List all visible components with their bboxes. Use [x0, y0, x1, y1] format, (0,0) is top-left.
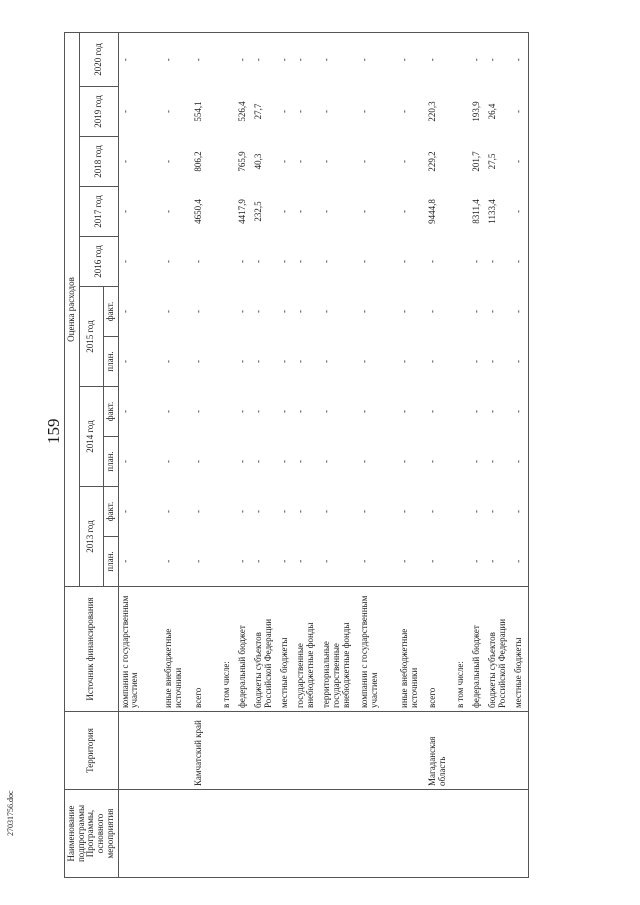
cell-value: -: [399, 260, 410, 263]
cell-value: -: [253, 460, 264, 463]
cell-territory: [236, 712, 252, 790]
cell-value: -: [162, 32, 192, 86]
cell-value: -: [237, 460, 248, 463]
cell-value: -: [295, 360, 306, 363]
cell-source: территориальные государственные внебюджетные фонды: [320, 587, 358, 712]
cell-value: [454, 287, 470, 337]
header-2013: 2013 год: [79, 487, 103, 587]
cell-value: -: [321, 510, 332, 513]
cell-source: всего: [192, 587, 220, 712]
cell-value: -: [359, 460, 370, 463]
cell-value: -: [119, 160, 130, 163]
cell-value: -: [399, 110, 410, 113]
cell-territory: Магаданская область: [426, 712, 454, 790]
cell-value: -: [512, 437, 528, 487]
cell-value: -: [237, 559, 248, 563]
table-row: [236, 32, 252, 877]
expenditure-table-container: [64, 33, 609, 878]
cell-value: 4650,4: [193, 199, 204, 224]
cell-value: -: [295, 410, 306, 413]
cell-value: [220, 32, 236, 86]
table-row: [220, 32, 236, 877]
cell-value: -: [398, 32, 426, 86]
cell-value: -: [279, 460, 290, 463]
cell-value: -: [471, 510, 482, 513]
cell-value: -: [427, 310, 438, 313]
cell-source: иные внебюджетные источники: [162, 587, 192, 712]
cell-value: 40,3: [253, 153, 264, 170]
cell-value: -: [295, 510, 306, 513]
cell-name: [454, 790, 470, 878]
cell-value: -: [279, 210, 290, 213]
cell-value: -: [295, 310, 306, 313]
table-row: [162, 32, 192, 877]
header-2015-plan: план.: [103, 337, 118, 387]
table-row: [278, 32, 294, 877]
cell-territory: [220, 712, 236, 790]
cell-value: -: [193, 260, 204, 263]
cell-value: -: [192, 32, 220, 86]
cell-value: -: [295, 210, 306, 213]
cell-value: -: [321, 110, 332, 113]
header-2018: 2018 год: [79, 137, 118, 187]
cell-value: -: [512, 387, 528, 437]
cell-value: -: [399, 410, 410, 413]
cell-value: -: [471, 360, 482, 363]
cell-value: -: [426, 32, 454, 86]
cell-value: [220, 387, 236, 437]
cell-value: -: [118, 32, 162, 86]
cell-value: -: [359, 110, 370, 113]
cell-territory: [118, 712, 162, 790]
expenditure-table: [64, 32, 529, 878]
table-row: [512, 32, 528, 877]
table-row: [398, 32, 426, 877]
cell-value: -: [119, 460, 130, 463]
cell-value: -: [295, 559, 306, 563]
cell-value: -: [279, 410, 290, 413]
cell-source: иные внебюджетные источники: [398, 587, 426, 712]
cell-value: 1133,4: [487, 199, 498, 224]
cell-value: -: [321, 210, 332, 213]
cell-value: -: [399, 160, 410, 163]
cell-value: -: [253, 410, 264, 413]
cell-value: -: [193, 510, 204, 513]
cell-territory: [320, 712, 358, 790]
cell-value: -: [359, 160, 370, 163]
cell-value: -: [487, 360, 498, 363]
cell-value: [454, 487, 470, 537]
cell-name: [426, 790, 454, 878]
table-row: [426, 32, 454, 877]
header-2013-fact: факт.: [103, 487, 118, 537]
cell-value: -: [512, 32, 528, 86]
cell-value: 554,1: [193, 101, 204, 122]
cell-value: -: [427, 460, 438, 463]
cell-value: -: [321, 160, 332, 163]
cell-value: [454, 237, 470, 287]
cell-value: -: [295, 110, 306, 113]
cell-value: -: [427, 559, 438, 563]
cell-value: -: [163, 410, 174, 413]
header-2019: 2019 год: [79, 87, 118, 137]
cell-value: -: [512, 287, 528, 337]
cell-value: -: [119, 360, 130, 363]
cell-value: -: [163, 160, 174, 163]
header-source: Источник финансирования: [65, 587, 119, 712]
cell-value: [454, 187, 470, 237]
cell-value: [220, 437, 236, 487]
cell-value: -: [487, 410, 498, 413]
cell-value: 765,9: [237, 151, 248, 172]
cell-source: федеральный бюджет: [236, 587, 252, 712]
cell-value: -: [321, 460, 332, 463]
cell-value: 26,4: [487, 103, 498, 120]
cell-value: 220,3: [427, 101, 438, 122]
cell-value: -: [487, 559, 498, 563]
cell-territory: [398, 712, 426, 790]
cell-value: -: [399, 210, 410, 213]
header-2014: 2014 год: [79, 387, 103, 487]
header-2016: 2016 год: [79, 237, 118, 287]
cell-value: -: [359, 360, 370, 363]
table-body: [118, 32, 528, 877]
cell-value: -: [163, 559, 174, 563]
cell-value: -: [278, 32, 294, 86]
cell-value: [220, 487, 236, 537]
cell-name: [192, 790, 220, 878]
cell-value: -: [321, 360, 332, 363]
cell-value: 229,2: [427, 151, 438, 172]
cell-value: 201,7: [471, 151, 482, 172]
cell-value: -: [119, 559, 130, 563]
table-row: [470, 32, 486, 877]
cell-value: -: [279, 310, 290, 313]
cell-value: -: [237, 260, 248, 263]
cell-value: -: [427, 360, 438, 363]
cell-value: -: [119, 310, 130, 313]
cell-territory: [162, 712, 192, 790]
cell-value: -: [295, 160, 306, 163]
cell-value: -: [253, 260, 264, 263]
cell-source: местные бюджеты: [512, 587, 528, 712]
cell-value: [220, 537, 236, 587]
cell-value: -: [193, 559, 204, 563]
cell-value: -: [359, 510, 370, 513]
cell-value: -: [471, 410, 482, 413]
cell-value: -: [399, 310, 410, 313]
cell-value: -: [253, 510, 264, 513]
cell-territory: [278, 712, 294, 790]
cell-value: [220, 237, 236, 287]
cell-value: 232,5: [253, 201, 264, 222]
cell-value: -: [279, 160, 290, 163]
cell-value: -: [295, 260, 306, 263]
table-row: [252, 32, 278, 877]
cell-value: -: [279, 110, 290, 113]
cell-value: -: [237, 410, 248, 413]
table-row: [454, 32, 470, 877]
cell-value: 806,2: [193, 151, 204, 172]
cell-territory: [358, 712, 398, 790]
header-2013-plan: план.: [103, 537, 118, 587]
cell-value: 9444,8: [427, 199, 438, 224]
cell-value: -: [321, 410, 332, 413]
cell-value: -: [320, 32, 358, 86]
cell-value: -: [279, 559, 290, 563]
table-row: [358, 32, 398, 877]
cell-value: 193,9: [471, 101, 482, 122]
cell-value: -: [512, 137, 528, 187]
cell-value: -: [119, 110, 130, 113]
cell-value: [454, 137, 470, 187]
cell-source: государственные внебюджетные фонды: [294, 587, 320, 712]
cell-name: [220, 790, 236, 878]
cell-value: -: [119, 510, 130, 513]
cell-name: [252, 790, 278, 878]
cell-value: -: [399, 559, 410, 563]
cell-value: -: [427, 410, 438, 413]
cell-value: [454, 387, 470, 437]
cell-value: -: [470, 32, 486, 86]
cell-value: -: [119, 410, 130, 413]
cell-name: [358, 790, 398, 878]
cell-value: [220, 337, 236, 387]
cell-value: -: [253, 310, 264, 313]
cell-source: всего: [426, 587, 454, 712]
cell-value: -: [163, 360, 174, 363]
cell-value: -: [512, 337, 528, 387]
cell-value: -: [471, 460, 482, 463]
cell-name: [162, 790, 192, 878]
cell-value: -: [359, 310, 370, 313]
cell-territory: [486, 712, 512, 790]
cell-source: бюджеты субъектов Российской Федерации: [486, 587, 512, 712]
cell-value: -: [487, 510, 498, 513]
cell-value: -: [237, 360, 248, 363]
cell-territory: [512, 712, 528, 790]
cell-territory: [470, 712, 486, 790]
table-row: [192, 32, 220, 877]
cell-territory: [294, 712, 320, 790]
cell-value: -: [236, 32, 252, 86]
header-name: Наименование подпрограммы Программы, основного мероприятия: [65, 790, 119, 878]
cell-value: -: [279, 360, 290, 363]
cell-territory: Камчатский край: [192, 712, 220, 790]
cell-value: 27,5: [487, 153, 498, 170]
cell-name: [236, 790, 252, 878]
header-2014-fact: факт.: [103, 387, 118, 437]
header-2015-fact: факт.: [103, 287, 118, 337]
cell-value: -: [163, 260, 174, 263]
cell-value: -: [294, 32, 320, 86]
cell-value: -: [471, 310, 482, 313]
cell-name: [398, 790, 426, 878]
cell-name: [320, 790, 358, 878]
cell-value: -: [237, 510, 248, 513]
cell-value: -: [252, 32, 278, 86]
cell-value: -: [358, 32, 398, 86]
cell-value: -: [253, 559, 264, 563]
cell-value: 526,4: [237, 101, 248, 122]
cell-value: -: [427, 260, 438, 263]
cell-value: -: [512, 537, 528, 587]
header-2015: 2015 год: [79, 287, 103, 387]
page-number: 159: [44, 418, 63, 444]
cell-value: -: [119, 210, 130, 213]
cell-value: -: [237, 310, 248, 313]
cell-value: -: [399, 510, 410, 513]
cell-value: -: [487, 310, 498, 313]
cell-name: [470, 790, 486, 878]
cell-value: -: [193, 460, 204, 463]
cell-value: -: [399, 460, 410, 463]
cell-value: [454, 32, 470, 86]
cell-name: [118, 790, 162, 878]
cell-value: [454, 337, 470, 387]
cell-value: -: [359, 559, 370, 563]
cell-source: бюджеты субъектов Российской Федерации: [252, 587, 278, 712]
cell-value: -: [512, 487, 528, 537]
cell-source: федеральный бюджет: [470, 587, 486, 712]
cell-value: -: [163, 110, 174, 113]
cell-value: 8311,4: [471, 199, 482, 224]
cell-value: -: [163, 210, 174, 213]
cell-value: -: [512, 187, 528, 237]
cell-value: [220, 287, 236, 337]
cell-value: -: [279, 510, 290, 513]
cell-value: -: [163, 510, 174, 513]
cell-value: -: [427, 510, 438, 513]
cell-value: -: [321, 559, 332, 563]
cell-value: [220, 87, 236, 137]
cell-value: 27,7: [253, 103, 264, 120]
header-row-1: [65, 32, 80, 877]
cell-value: [454, 537, 470, 587]
cell-source: местные бюджеты: [278, 587, 294, 712]
cell-value: -: [193, 410, 204, 413]
header-territory: Территория: [65, 712, 119, 790]
cell-value: -: [163, 460, 174, 463]
table-row: [320, 32, 358, 877]
cell-value: [454, 87, 470, 137]
cell-value: -: [399, 360, 410, 363]
cell-value: -: [193, 310, 204, 313]
cell-value: -: [512, 237, 528, 287]
cell-value: 4417,9: [237, 199, 248, 224]
cell-value: -: [487, 460, 498, 463]
cell-value: -: [321, 260, 332, 263]
cell-source: в том числе:: [220, 587, 236, 712]
cell-value: -: [279, 260, 290, 263]
header-estimate: Оценка расходов: [65, 32, 80, 586]
table-row: [294, 32, 320, 877]
table-row: [486, 32, 512, 877]
cell-value: -: [471, 559, 482, 563]
footer-filename: 27031756.doc: [6, 790, 15, 836]
cell-name: [278, 790, 294, 878]
header-2020: 2020 год: [79, 32, 118, 86]
table-row: [118, 32, 162, 877]
cell-value: -: [512, 87, 528, 137]
cell-value: -: [321, 310, 332, 313]
cell-name: [512, 790, 528, 878]
cell-value: -: [359, 210, 370, 213]
cell-source: компании с государственным участием: [358, 587, 398, 712]
cell-territory: [252, 712, 278, 790]
cell-value: -: [359, 410, 370, 413]
cell-name: [294, 790, 320, 878]
cell-value: -: [471, 260, 482, 263]
cell-source: в том числе:: [454, 587, 470, 712]
cell-value: -: [295, 460, 306, 463]
cell-value: -: [359, 260, 370, 263]
cell-name: [486, 790, 512, 878]
cell-value: [220, 187, 236, 237]
cell-territory: [454, 712, 470, 790]
header-2017: 2017 год: [79, 187, 118, 237]
header-2014-plan: план.: [103, 437, 118, 487]
cell-value: -: [163, 310, 174, 313]
cell-value: -: [193, 360, 204, 363]
cell-value: -: [119, 260, 130, 263]
cell-value: [220, 137, 236, 187]
cell-value: -: [253, 360, 264, 363]
cell-value: [454, 437, 470, 487]
cell-value: -: [487, 260, 498, 263]
cell-source: компании с государственным участием: [118, 587, 162, 712]
cell-value: -: [486, 32, 512, 86]
